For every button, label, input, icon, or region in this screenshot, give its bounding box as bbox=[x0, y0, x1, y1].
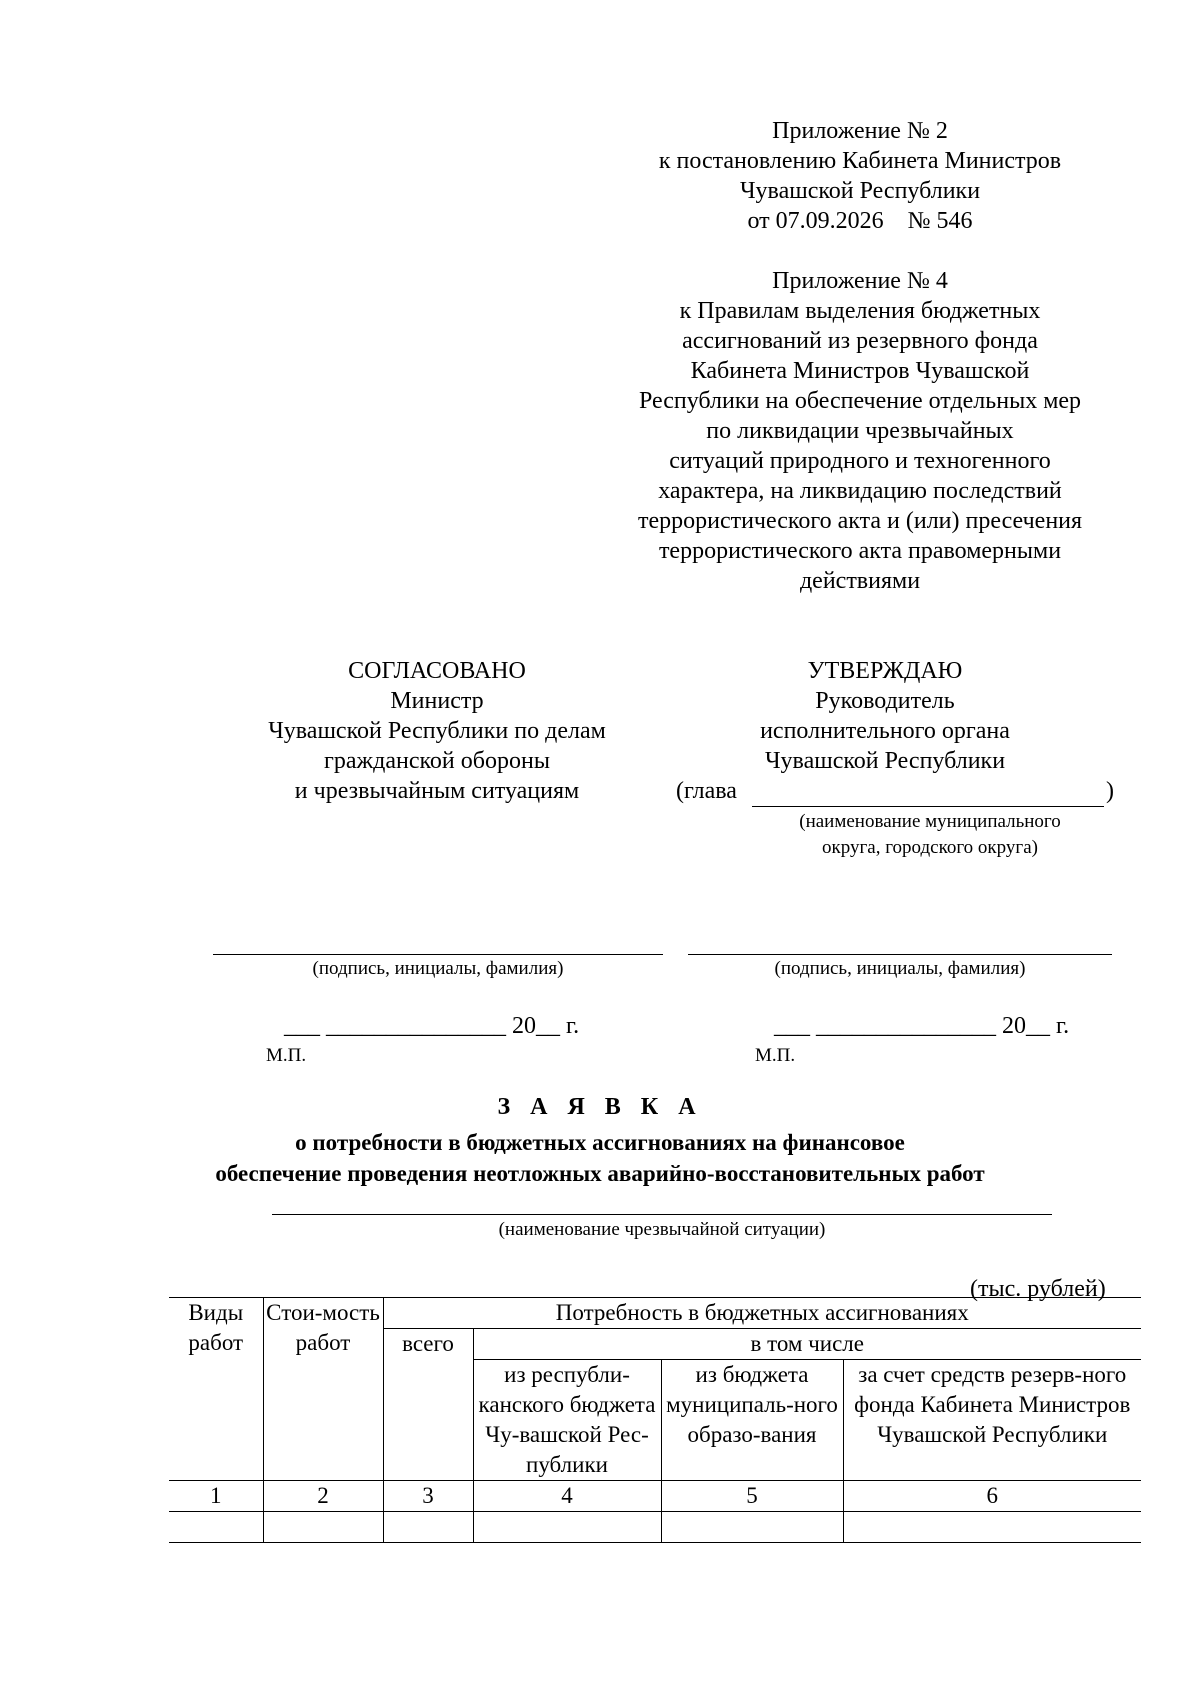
agreed-date: ___ _______________ 20__ г. bbox=[284, 1013, 580, 1039]
head-name-line bbox=[752, 806, 1104, 807]
request-title-sub-2: обеспечение проведения неотложных аварийно-восстановительных работ bbox=[215, 1161, 985, 1186]
request-title-main: З А Я В К А bbox=[497, 1094, 703, 1120]
appendix-4-line: к Правилам выделения бюджетных bbox=[679, 298, 1041, 324]
head-note bbox=[735, 809, 1125, 861]
appendix-2-line: Чувашской Республики bbox=[739, 178, 981, 204]
approve-signature-line bbox=[688, 954, 1112, 955]
col-cost-label: Стои-мость работ bbox=[266, 1300, 380, 1355]
col-cost bbox=[263, 1298, 383, 1481]
appendix-4-line: террористического акта и (или) пресечения bbox=[637, 508, 1083, 534]
col-number: 6 bbox=[843, 1481, 1141, 1512]
appendix-2-line: Приложение № 2 bbox=[772, 118, 948, 144]
appendix-2-line: от 07.09.2026 № 546 bbox=[747, 208, 973, 234]
agreed-block bbox=[232, 656, 642, 806]
approve-heading: УТВЕРЖДАЮ bbox=[807, 658, 963, 684]
head-note-line: (наименование муниципального bbox=[799, 811, 1061, 832]
col-work-types: Виды работ bbox=[169, 1298, 263, 1481]
approve-stamp: М.П. bbox=[755, 1045, 796, 1066]
appendix-4-line: ситуаций природного и техногенного bbox=[669, 448, 1051, 474]
agreed-line: Чувашской Республики по делам bbox=[268, 718, 606, 744]
col-reserve-fund: за счет средств резерв-ного фонда Кабинета Министров Чувашской Республики bbox=[843, 1360, 1141, 1481]
table-cell[interactable] bbox=[263, 1512, 383, 1543]
request-title bbox=[0, 1094, 1200, 1189]
col-number: 2 bbox=[263, 1481, 383, 1512]
appendix-2-header bbox=[620, 116, 1100, 236]
col-number: 5 bbox=[661, 1481, 843, 1512]
approve-block bbox=[655, 656, 1115, 776]
emergency-name-line bbox=[272, 1214, 1052, 1215]
emergency-note: (наименование чрезвычайной ситуации) bbox=[498, 1219, 826, 1240]
request-title-sub-1: о потребности в бюджетных ассигнованиях на финансовое bbox=[295, 1130, 905, 1155]
table-cell[interactable] bbox=[169, 1512, 263, 1543]
head-suffix: ) bbox=[1106, 778, 1114, 804]
appendix-2-line: к постановлению Кабинета Министров bbox=[658, 148, 1062, 174]
table-cell[interactable] bbox=[661, 1512, 843, 1543]
col-need: Потребность в бюджетных ассигнованиях bbox=[383, 1298, 1141, 1329]
head-prefix: (глава bbox=[676, 778, 737, 804]
table-cell[interactable] bbox=[383, 1512, 473, 1543]
appendix-4-line: Республики на обеспечение отдельных мер bbox=[638, 388, 1082, 414]
appendix-4-line: ассигнований из резервного фонда bbox=[682, 328, 1038, 354]
col-including: в том числе bbox=[473, 1329, 1141, 1360]
col-total: всего bbox=[383, 1329, 473, 1481]
col-number: 3 bbox=[383, 1481, 473, 1512]
agreed-line: и чрезвычайным ситуациям bbox=[294, 778, 580, 804]
col-republican-budget: из республи-канского бюджета Чу-вашской Рес-публики bbox=[473, 1360, 661, 1481]
request-table bbox=[169, 1297, 1141, 1543]
table-cell[interactable] bbox=[473, 1512, 661, 1543]
agreed-line: гражданской обороны bbox=[324, 748, 550, 774]
appendix-4-line: по ликвидации чрезвычайных bbox=[706, 418, 1014, 444]
appendix-4-line: характера, на ликвидацию последствий bbox=[658, 478, 1062, 504]
approve-line: исполнительного органа bbox=[760, 718, 1010, 744]
agreed-heading: СОГЛАСОВАНО bbox=[348, 658, 526, 684]
agreed-signature-note: (подпись, инициалы, фамилия) bbox=[312, 958, 564, 979]
approve-line: Руководитель bbox=[815, 688, 955, 714]
col-number: 1 bbox=[169, 1481, 263, 1512]
unit-label: (тыс. рублей) bbox=[970, 1276, 1106, 1302]
head-note-line: округа, городского округа) bbox=[822, 837, 1038, 858]
appendix-4-header bbox=[620, 266, 1100, 596]
approve-signature-note: (подпись, инициалы, фамилия) bbox=[774, 958, 1026, 979]
agreed-line: Министр bbox=[390, 688, 484, 714]
table-cell[interactable] bbox=[843, 1512, 1141, 1543]
agreed-signature-line bbox=[213, 954, 663, 955]
appendix-4-line: Приложение № 4 bbox=[772, 268, 948, 294]
approve-date: ___ _______________ 20__ г. bbox=[774, 1013, 1070, 1039]
appendix-4-line: Кабинета Министров Чувашской bbox=[690, 358, 1030, 384]
agreed-stamp: М.П. bbox=[266, 1045, 307, 1066]
approve-line: Чувашской Республики bbox=[764, 748, 1006, 774]
appendix-4-line: террористического акта правомерными bbox=[658, 538, 1062, 564]
col-number: 4 bbox=[473, 1481, 661, 1512]
col-municipal-budget: из бюджета муниципаль-ного образо-вания bbox=[661, 1360, 843, 1481]
appendix-4-line: действиями bbox=[799, 568, 921, 594]
